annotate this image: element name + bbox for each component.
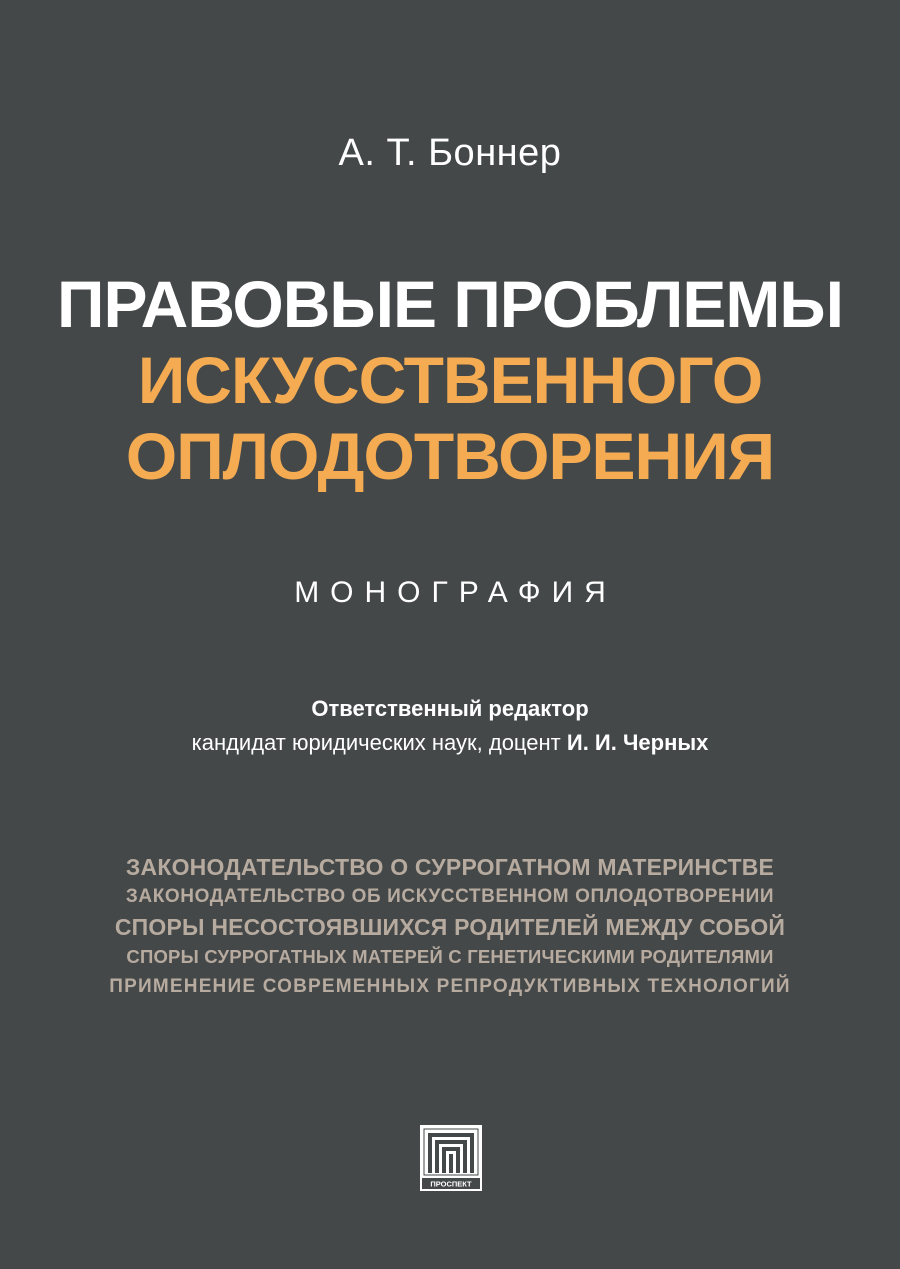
topic-item: ЗАКОНОДАТЕЛЬСТВО О СУРРОГАТНОМ МАТЕРИНСТВЕ: [125, 854, 775, 880]
topic-item: ЗАКОНОДАТЕЛЬСТВО ОБ ИСКУССТВЕННОМ ОПЛОДОТВОРЕНИИ: [125, 886, 775, 907]
topics-list: [0, 852, 900, 1002]
title-line-2: ИСКУССТВЕННОГО: [137, 343, 763, 417]
publisher-name: ПРОСПЕКТ: [430, 1179, 472, 1189]
genre-label: МОНОГРАФИЯ: [294, 576, 617, 609]
topic-item: СПОРЫ СУРРОГАТНЫХ МАТЕРЕЙ С ГЕНЕТИЧЕСКИМИ РОДИТЕЛЯМИ: [126, 946, 774, 967]
editor-line: [0, 726, 900, 760]
editor-credentials: кандидат юридических наук, доцент: [191, 730, 561, 755]
editor-role: Ответственный редактор: [311, 696, 589, 721]
topic-item: СПОРЫ НЕСОСТОЯВШИХСЯ РОДИТЕЛЕЙ МЕЖДУ СОБОЙ: [114, 914, 786, 940]
author-name: А. Т. Боннер: [338, 132, 562, 174]
topic-item: ПРИМЕНЕНИЕ СОВРЕМЕННЫХ РЕПРОДУКТИВНЫХ ТЕХНОЛОГИЙ: [109, 976, 791, 997]
prospekt-logo-icon: [420, 1125, 482, 1191]
title-line-1: ПРАВОВЫЕ ПРОБЛЕМЫ: [57, 267, 843, 341]
editor-name: И. И. Черных: [566, 730, 709, 755]
editor-block: [0, 692, 900, 760]
book-title: [0, 266, 900, 494]
title-line-3: ОПЛОДОТВОРЕНИЯ: [125, 419, 775, 493]
